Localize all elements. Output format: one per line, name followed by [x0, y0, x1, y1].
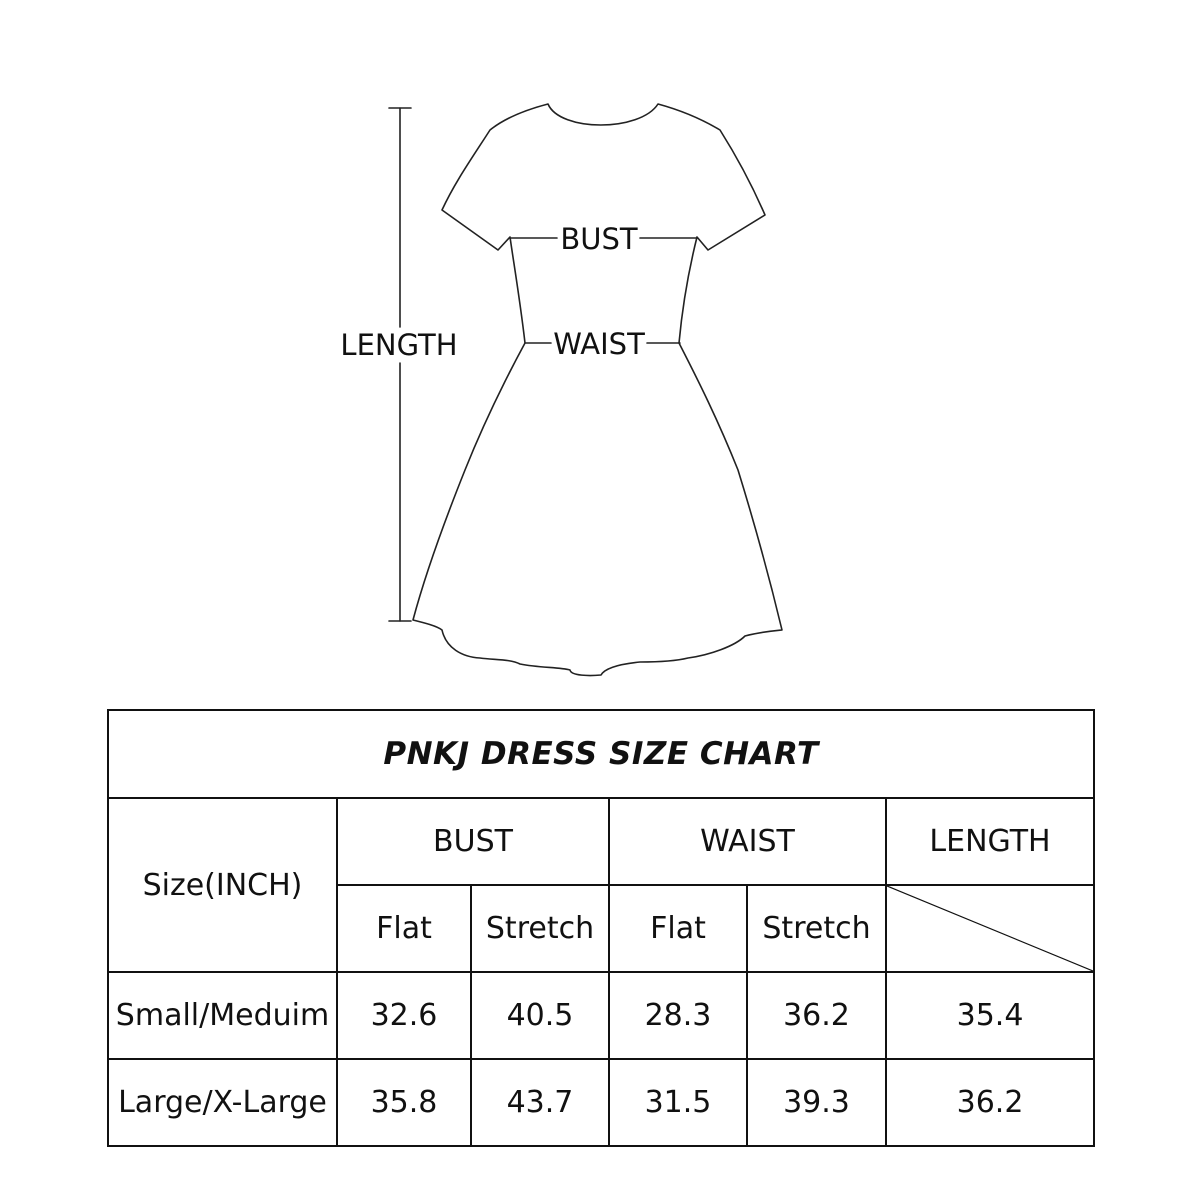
length-cell: 35.4	[886, 972, 1094, 1059]
bust-stretch-header: Stretch	[471, 885, 609, 972]
table-title: PNKJ DRESS SIZE CHART	[108, 710, 1094, 798]
size-cell: Large/X-Large	[108, 1059, 337, 1146]
size-chart-table	[107, 709, 1095, 1147]
bust-diagram-label: BUST	[560, 222, 638, 256]
size-header: Size(INCH)	[108, 798, 337, 972]
diagonal-line	[887, 886, 1093, 971]
bust-stretch-cell: 43.7	[471, 1059, 609, 1146]
waist-stretch-header: Stretch	[747, 885, 886, 972]
group-header-row	[108, 798, 1094, 885]
waist-header: WAIST	[609, 798, 886, 885]
bust-header: BUST	[337, 798, 609, 885]
table-row	[108, 972, 1094, 1059]
waist-stretch-cell: 36.2	[747, 972, 886, 1059]
bust-flat-header: Flat	[337, 885, 471, 972]
waist-flat-header: Flat	[609, 885, 747, 972]
bust-flat-cell: 35.8	[337, 1059, 471, 1146]
waist-flat-cell: 31.5	[609, 1059, 747, 1146]
length-subheader-empty	[886, 885, 1094, 972]
waist-stretch-cell: 39.3	[747, 1059, 886, 1146]
dress-outline	[413, 104, 782, 675]
title-row	[108, 710, 1094, 798]
length-header: LENGTH	[886, 798, 1094, 885]
table-row	[108, 1059, 1094, 1146]
size-cell: Small/Meduim	[108, 972, 337, 1059]
bust-stretch-cell: 40.5	[471, 972, 609, 1059]
waist-diagram-label: WAIST	[553, 327, 645, 361]
length-diagram-label: LENGTH	[340, 328, 458, 362]
waist-flat-cell: 28.3	[609, 972, 747, 1059]
length-cell: 36.2	[886, 1059, 1094, 1146]
bust-flat-cell: 32.6	[337, 972, 471, 1059]
